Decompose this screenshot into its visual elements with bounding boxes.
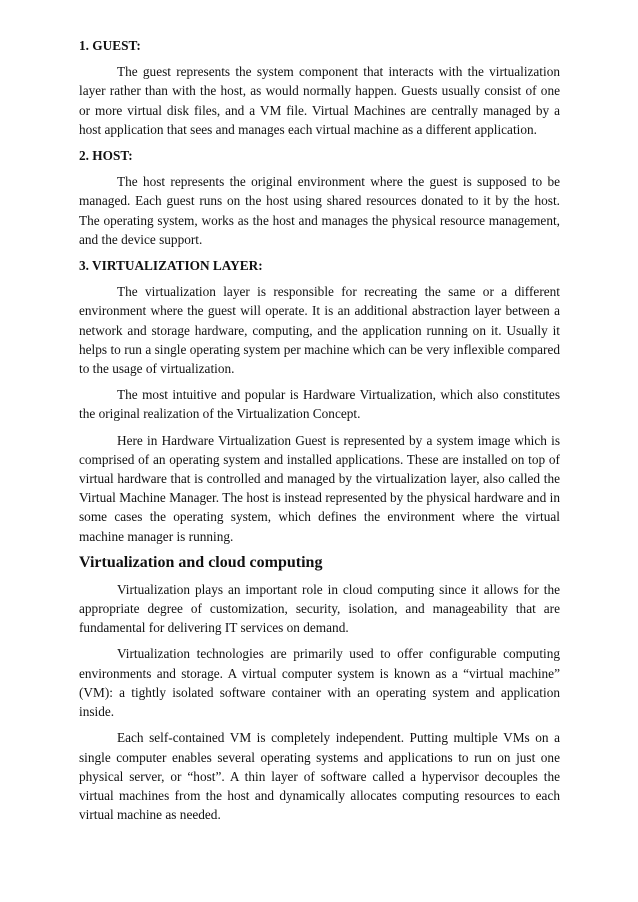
section-cloud-computing [79,553,560,824]
section-heading: 1. GUEST: [79,38,141,53]
paragraph: Virtualization technologies are primarily used to offer configurable computing environments and storage. A virtual computer system is known as a “virtual machine” (VM): a tightly isolated software container with an operating system and application inside. [79,646,560,720]
paragraph: The virtualization layer is responsible for recreating the same or a different environment where the guest will operate. It is an additional abstraction layer between a network and storage hardware, computing, and the application running on it. Usually it helps to run a single operating system per machine which can be very inflexible compared to the usage of virtualization. [79,284,560,377]
section-heading: 2. HOST: [79,148,133,164]
section-host [79,146,560,249]
section-title: Virtualization and cloud computing [79,553,323,571]
section-guest [79,36,560,139]
section-heading: 3. VIRTUALIZATION LAYER: [79,258,263,274]
paragraph: The host represents the original environment where the guest is supposed to be managed. Each guest runs on the host using shared resources donated to it by the host. The operating system, works as the host and manages the physical resource management, and the device support. [79,174,560,247]
paragraph: The guest represents the system component that interacts with the virtualization layer rather than with the host, as would normally happen. Guests usually consist of one or more virtual disk files, and a VM file. Virtual Machines are centrally managed by a host application that sees and manages each virtual machine as a different application. [79,64,560,137]
paragraph: Here in Hardware Virtualization Guest is represented by a system image which is comprised of an operating system and installed applications. These are installed on top of virtual hardware that is controlled and managed by the virtualization layer, also called the Virtual Machine Manager. The host is instead represented by the physical hardware and in some cases the operating system, which defines the environment where the virtual machine manager is running. [79,432,560,544]
section-virtualization-layer [79,256,560,546]
paragraph: The most intuitive and popular is Hardware Virtualization, which also constitutes the original realization of the Virtualization Concept. [79,387,560,422]
paragraph: Each self-contained VM is completely independent. Putting multiple VMs on a single computer enables several operating systems and applications to run on just one physical server, or “host”. A thin layer of software called a hypervisor decouples the virtual machines from the host and dynamically allocates computing resources to each virtual machine as needed. [79,730,560,823]
paragraph: Virtualization plays an important role in cloud computing since it allows for the appropriate degree of customization, security, isolation, and manageability that are fundamental for delivering IT services on demand. [79,581,560,636]
document-page [79,36,560,831]
